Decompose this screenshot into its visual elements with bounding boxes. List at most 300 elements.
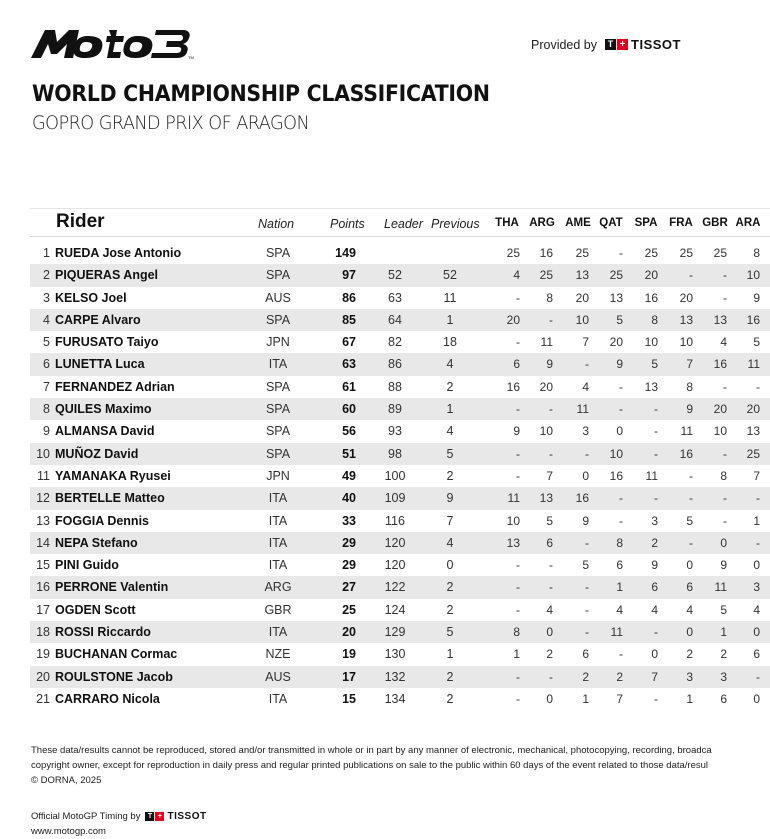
rider-position: 18 — [36, 625, 50, 640]
provided-by-tissot — [531, 37, 681, 52]
race-points-fra: 3 — [686, 669, 693, 684]
header-leader: Leader — [384, 217, 423, 231]
gap-to-previous: 2 — [446, 468, 454, 483]
race-points-spa: 3 — [651, 513, 658, 528]
page-title: WORLD CHAMPIONSHIP CLASSIFICATION — [32, 82, 490, 107]
race-points-gbr: - — [723, 446, 727, 461]
table-row — [30, 264, 770, 286]
rider-points: 49 — [342, 468, 356, 483]
race-points-ame: - — [585, 602, 589, 617]
gap-to-leader: 63 — [388, 290, 402, 305]
rider-name: OGDEN Scott — [55, 602, 136, 617]
race-points-qat: - — [619, 246, 623, 260]
race-points-fra: 20 — [679, 290, 693, 305]
race-points-ame: - — [585, 580, 589, 595]
header-race-spa: SPA — [634, 217, 658, 229]
race-points-spa: 13 — [644, 379, 658, 394]
race-points-tha: - — [516, 691, 520, 706]
race-points-fra: 10 — [679, 335, 693, 350]
race-points-ame: 2 — [582, 669, 589, 684]
header-race-tha: THA — [495, 217, 519, 229]
race-points-ame: - — [585, 625, 589, 640]
race-points-arg: - — [549, 402, 553, 417]
rider-nation: JPN — [266, 335, 290, 350]
rider-position: 13 — [36, 513, 50, 528]
gap-to-leader: 134 — [384, 691, 406, 706]
race-points-gbr: 25 — [713, 246, 727, 260]
rider-name: MUÑOZ David — [55, 446, 139, 461]
race-points-arg: 16 — [539, 246, 553, 260]
race-points-ara: 3 — [753, 580, 760, 595]
tissot-t-icon: T — [605, 39, 616, 50]
race-points-arg: 4 — [546, 602, 553, 617]
rider-name: FURUSATO Taiyo — [55, 335, 159, 350]
race-points-arg: 13 — [539, 491, 553, 506]
rider-position: 7 — [43, 379, 50, 394]
rider-nation: SPA — [265, 446, 291, 461]
race-points-ara: - — [756, 379, 760, 394]
race-points-tha: 9 — [513, 424, 520, 439]
rider-nation: ARG — [264, 580, 292, 595]
race-points-arg: 0 — [546, 691, 553, 706]
rider-name: NEPA Stefano — [55, 535, 138, 550]
table-row — [30, 398, 770, 420]
race-points-ame: 25 — [575, 246, 589, 260]
gap-to-previous: 1 — [446, 647, 454, 662]
race-points-tha: 1 — [513, 647, 520, 662]
rider-points: 15 — [342, 691, 356, 706]
rider-position: 19 — [36, 647, 50, 662]
race-points-gbr: 8 — [720, 468, 727, 483]
rider-points: 56 — [342, 424, 356, 439]
race-points-ara: 16 — [746, 312, 760, 327]
race-points-ara: 6 — [753, 647, 760, 662]
race-points-spa: 2 — [651, 535, 658, 550]
classification-table — [30, 208, 770, 710]
race-points-qat: 9 — [616, 357, 623, 372]
rider-nation: ITA — [268, 691, 288, 706]
gap-to-previous: 4 — [446, 535, 454, 550]
race-points-spa: 9 — [651, 558, 658, 573]
race-points-tha: 10 — [506, 513, 520, 528]
rider-nation: ITA — [268, 535, 288, 550]
gap-to-leader: 129 — [384, 625, 406, 640]
gap-to-previous: 7 — [446, 513, 454, 528]
rider-name: ROULSTONE Jacob — [55, 669, 173, 684]
race-points-qat: 7 — [616, 691, 623, 706]
race-points-arg: - — [549, 580, 553, 595]
tissot-logo-footer — [145, 809, 206, 824]
race-points-fra: 16 — [679, 446, 693, 461]
gap-to-leader: 100 — [384, 468, 406, 483]
rider-name: LUNETTA Luca — [55, 357, 145, 372]
race-points-qat: 16 — [609, 468, 623, 483]
rider-name: QUILES Maximo — [55, 402, 152, 417]
race-points-fra: 5 — [686, 513, 693, 528]
race-points-gbr: 6 — [720, 691, 727, 706]
gap-to-leader: 64 — [388, 312, 402, 327]
race-points-gbr: 2 — [720, 647, 727, 662]
rider-position: 10 — [36, 446, 50, 461]
rider-nation: AUS — [265, 290, 291, 305]
race-points-ame: 9 — [582, 513, 589, 528]
race-points-spa: 8 — [651, 312, 658, 327]
gap-to-previous: 1 — [446, 402, 454, 417]
rider-points: 97 — [342, 268, 356, 283]
race-points-ara: 20 — [746, 402, 760, 417]
race-points-qat: - — [619, 513, 623, 528]
race-points-tha: - — [516, 580, 520, 595]
race-points-fra: 8 — [686, 379, 693, 394]
tissot-name-footer: TISSOT — [167, 811, 207, 822]
race-points-gbr: 11 — [714, 580, 727, 595]
rider-position: 1 — [43, 246, 50, 260]
race-points-arg: - — [549, 446, 553, 461]
gap-to-leader: 122 — [384, 580, 406, 595]
race-points-arg: 10 — [539, 424, 553, 439]
race-points-ame: 13 — [575, 268, 589, 283]
rider-name: FOGGIA Dennis — [55, 513, 149, 528]
table-row — [30, 309, 770, 331]
rider-name: YAMANAKA Ryusei — [55, 468, 171, 483]
rider-position: 5 — [43, 335, 50, 350]
rider-position: 20 — [36, 669, 50, 684]
race-points-qat: 1 — [616, 580, 623, 595]
race-points-gbr: 5 — [720, 602, 727, 617]
rider-points: 25 — [342, 602, 356, 617]
race-points-qat: 20 — [609, 335, 623, 350]
svg-text:TM: TM — [188, 55, 194, 60]
disclaimer-line-1: These data/results cannot be reproduced, stored and/or transmitted in whole or in part by any manner of electronic, mechanical, photocopying, recording, broadca — [31, 745, 712, 756]
tissot-logo — [605, 37, 681, 52]
gap-to-previous: 1 — [446, 312, 454, 327]
race-points-fra: - — [689, 268, 693, 283]
gap-to-previous: 18 — [443, 335, 457, 350]
race-points-qat: 8 — [616, 535, 623, 550]
rider-position: 21 — [36, 691, 50, 706]
race-points-ame: - — [585, 446, 589, 461]
race-points-tha: - — [516, 290, 520, 305]
gap-to-previous: 2 — [446, 602, 454, 617]
rider-position: 8 — [43, 402, 50, 417]
race-points-qat: 13 — [609, 290, 623, 305]
race-points-spa: 11 — [645, 468, 658, 483]
race-points-ara: - — [756, 491, 760, 506]
rider-points: 86 — [342, 290, 356, 305]
race-points-arg: 8 — [546, 290, 553, 305]
table-row — [30, 532, 770, 554]
disclaimer-line-2: copyright owner, except for reproduction in daily press and regular printed publications on sale to the public within 60 days of the event related to those data/resul — [31, 760, 709, 771]
race-points-arg: 25 — [539, 268, 553, 283]
race-points-qat: - — [619, 402, 623, 417]
rider-points: 60 — [342, 402, 356, 417]
race-points-tha: - — [516, 468, 520, 483]
rider-name: KELSO Joel — [55, 290, 127, 305]
race-points-tha: 20 — [506, 312, 520, 327]
rider-position: 12 — [36, 491, 50, 506]
rider-name: CARRARO Nicola — [55, 691, 160, 706]
race-points-fra: 13 — [679, 312, 693, 327]
race-points-qat: 5 — [616, 312, 623, 327]
race-points-ara: 8 — [753, 246, 760, 260]
race-points-gbr: - — [723, 268, 727, 283]
official-timing — [31, 809, 712, 824]
race-points-fra: 11 — [680, 424, 693, 439]
race-points-gbr: 3 — [720, 669, 727, 684]
rider-position: 3 — [43, 290, 50, 305]
race-points-ame: 5 — [582, 558, 589, 573]
race-points-ara: 4 — [753, 602, 760, 617]
rider-points: 27 — [342, 580, 356, 595]
copyright: © DORNA, 2025 — [31, 775, 102, 786]
race-points-spa: - — [654, 625, 658, 640]
gap-to-previous: 4 — [446, 357, 454, 372]
race-points-spa: 5 — [651, 357, 658, 372]
rider-points: 63 — [342, 357, 356, 372]
rider-name: BERTELLE Matteo — [55, 491, 165, 506]
race-points-ame: - — [585, 357, 589, 372]
race-points-ara: 0 — [753, 625, 760, 640]
gap-to-leader: 120 — [384, 558, 406, 573]
race-points-spa: - — [654, 402, 658, 417]
race-points-spa: 25 — [644, 246, 658, 260]
race-points-ara: 13 — [746, 424, 760, 439]
race-points-ara: - — [756, 535, 760, 550]
race-points-arg: - — [549, 558, 553, 573]
race-points-ame: 16 — [575, 491, 589, 506]
rider-points: 19 — [342, 647, 356, 662]
table-row — [30, 621, 770, 643]
rider-nation: SPA — [265, 424, 291, 439]
race-points-ame: 0 — [582, 468, 589, 483]
rider-name: CARPE Alvaro — [55, 312, 141, 327]
rider-position: 11 — [37, 468, 50, 483]
table-row — [30, 287, 770, 309]
gap-to-previous: 9 — [446, 491, 454, 506]
race-points-qat: 2 — [616, 669, 623, 684]
race-points-tha: 4 — [513, 268, 520, 283]
rider-name: ALMANSA David — [55, 424, 155, 439]
rider-nation: NZE — [265, 647, 291, 662]
gap-to-leader: 88 — [388, 379, 402, 394]
rider-name: FERNANDEZ Adrian — [55, 379, 175, 394]
race-points-qat: 6 — [616, 558, 623, 573]
footer — [31, 743, 712, 839]
rider-name: PIQUERAS Angel — [55, 268, 159, 283]
table-row — [30, 376, 770, 398]
race-points-ame: 20 — [575, 290, 589, 305]
rider-position: 17 — [36, 602, 50, 617]
race-points-fra: - — [689, 468, 693, 483]
rider-nation: SPA — [265, 268, 291, 283]
race-points-arg: - — [549, 312, 553, 327]
header-race-ara: ARA — [735, 217, 761, 229]
race-points-fra: 25 — [679, 246, 693, 260]
race-points-tha: - — [516, 558, 520, 573]
rider-nation: ITA — [268, 491, 288, 506]
table-header — [30, 208, 770, 237]
rider-nation: AUS — [265, 669, 291, 684]
table-row — [30, 576, 770, 598]
rider-position: 2 — [43, 268, 50, 283]
rider-position: 6 — [43, 357, 50, 372]
rider-position: 9 — [43, 424, 50, 439]
gap-to-leader: 52 — [388, 268, 402, 283]
race-points-tha: 11 — [507, 491, 520, 506]
moto3-logo — [31, 26, 201, 60]
table-row — [30, 487, 770, 509]
timing-label: Official MotoGP Timing by — [31, 811, 141, 822]
rider-nation: ITA — [268, 513, 288, 528]
race-points-ara: 0 — [753, 558, 760, 573]
race-points-qat: 11 — [610, 625, 623, 640]
race-points-ame: 4 — [582, 379, 589, 394]
rider-points: 29 — [342, 535, 356, 550]
table-body — [30, 242, 770, 710]
rider-nation: SPA — [265, 402, 291, 417]
gap-to-previous: 5 — [446, 446, 454, 461]
race-points-spa: 7 — [651, 669, 658, 684]
website-link[interactable]: www.motogp.com — [31, 826, 106, 837]
race-points-ara: 9 — [753, 290, 760, 305]
header-race-qat: QAT — [599, 217, 623, 229]
race-points-ame: 1 — [582, 691, 589, 706]
race-points-tha: - — [516, 446, 520, 461]
rider-name: RUEDA Jose Antonio — [55, 246, 182, 260]
table-row — [30, 420, 770, 442]
rider-points: 67 — [342, 335, 356, 350]
race-points-gbr: 4 — [720, 335, 727, 350]
rider-points: 85 — [342, 312, 356, 327]
race-points-tha: - — [516, 602, 520, 617]
gap-to-leader: 132 — [384, 669, 406, 684]
gap-to-previous: 0 — [446, 558, 454, 573]
rider-nation: SPA — [265, 379, 291, 394]
table-row — [30, 666, 770, 688]
race-points-gbr: 10 — [713, 424, 727, 439]
race-points-spa: - — [654, 446, 658, 461]
race-points-arg: 2 — [546, 647, 553, 662]
event-subtitle: GOPRO GRAND PRIX OF ARAGON — [32, 112, 310, 134]
race-points-gbr: - — [723, 379, 727, 394]
race-points-spa: 16 — [644, 290, 658, 305]
race-points-spa: 10 — [644, 335, 658, 350]
race-points-qat: - — [619, 491, 623, 506]
race-points-fra: 9 — [686, 402, 693, 417]
gap-to-leader: 130 — [384, 647, 406, 662]
header-race-arg: ARG — [529, 217, 555, 229]
gap-to-previous: 2 — [446, 379, 454, 394]
race-points-ame: 7 — [582, 335, 589, 350]
race-points-ame: - — [585, 535, 589, 550]
gap-to-leader: 120 — [384, 535, 406, 550]
rider-nation: JPN — [266, 468, 290, 483]
header-race-ame: AME — [565, 217, 591, 229]
race-points-ame: 10 — [575, 312, 589, 327]
race-points-fra: - — [689, 491, 693, 506]
gap-to-leader: 89 — [388, 402, 402, 417]
race-points-spa: - — [654, 491, 658, 506]
race-points-spa: 4 — [651, 602, 658, 617]
gap-to-leader: 109 — [384, 491, 406, 506]
gap-to-previous: 2 — [446, 580, 454, 595]
race-points-spa: 20 — [644, 268, 658, 283]
race-points-arg: 7 — [546, 468, 553, 483]
gap-to-leader: 93 — [388, 424, 402, 439]
race-points-arg: 9 — [546, 357, 553, 372]
gap-to-previous: 5 — [446, 625, 454, 640]
table-row — [30, 242, 770, 264]
rider-name: PERRONE Valentin — [55, 580, 169, 595]
rider-points: 20 — [342, 625, 356, 640]
table-row — [30, 643, 770, 665]
rider-name: PINI Guido — [55, 558, 119, 573]
race-points-arg: 5 — [546, 513, 553, 528]
rider-position: 15 — [36, 558, 50, 573]
race-points-fra: 6 — [686, 580, 693, 595]
race-points-ara: 0 — [753, 691, 760, 706]
race-points-tha: - — [516, 335, 520, 350]
race-points-gbr: 16 — [713, 357, 727, 372]
header-previous: Previous — [431, 217, 480, 231]
race-points-qat: 0 — [616, 424, 623, 439]
rider-points: 51 — [342, 446, 356, 461]
race-points-gbr: 9 — [720, 558, 727, 573]
table-row — [30, 554, 770, 576]
race-points-ara: 11 — [747, 357, 760, 372]
race-points-arg: 20 — [539, 379, 553, 394]
table-row — [30, 510, 770, 532]
race-points-ara: - — [756, 669, 760, 684]
race-points-gbr: 1 — [720, 625, 727, 640]
table-row — [30, 331, 770, 353]
rider-name: BUCHANAN Cormac — [55, 647, 178, 662]
gap-to-previous: 11 — [443, 290, 457, 305]
race-points-spa: - — [654, 424, 658, 439]
rider-nation: ITA — [268, 558, 288, 573]
table-row — [30, 688, 770, 710]
swiss-cross-icon: + — [155, 812, 164, 821]
race-points-ame: 3 — [582, 424, 589, 439]
race-points-tha: 16 — [506, 379, 520, 394]
tissot-t-icon: T — [145, 812, 154, 821]
race-points-tha: 8 — [513, 625, 520, 640]
gap-to-previous: 52 — [443, 268, 457, 283]
race-points-fra: 2 — [686, 647, 693, 662]
table-row — [30, 443, 770, 465]
rider-nation: GBR — [264, 602, 292, 617]
race-points-fra: 0 — [686, 558, 693, 573]
race-points-ara: 5 — [753, 335, 760, 350]
race-points-spa: 6 — [651, 580, 658, 595]
gap-to-previous: 2 — [446, 691, 454, 706]
rider-points: 40 — [342, 491, 356, 506]
race-points-spa: 0 — [651, 647, 658, 662]
race-points-qat: 4 — [616, 602, 623, 617]
race-points-gbr: 20 — [713, 402, 727, 417]
race-points-fra: 0 — [686, 625, 693, 640]
rider-points: 29 — [342, 558, 356, 573]
race-points-fra: 1 — [686, 691, 693, 706]
gap-to-leader: 124 — [384, 602, 406, 617]
rider-position: 14 — [36, 535, 50, 550]
provided-by-label: Provided by — [531, 37, 598, 52]
header-points: Points — [330, 217, 365, 231]
race-points-ame: 11 — [576, 402, 589, 417]
rider-nation: SPA — [265, 312, 291, 327]
race-points-gbr: - — [723, 513, 727, 528]
race-points-fra: - — [689, 535, 693, 550]
